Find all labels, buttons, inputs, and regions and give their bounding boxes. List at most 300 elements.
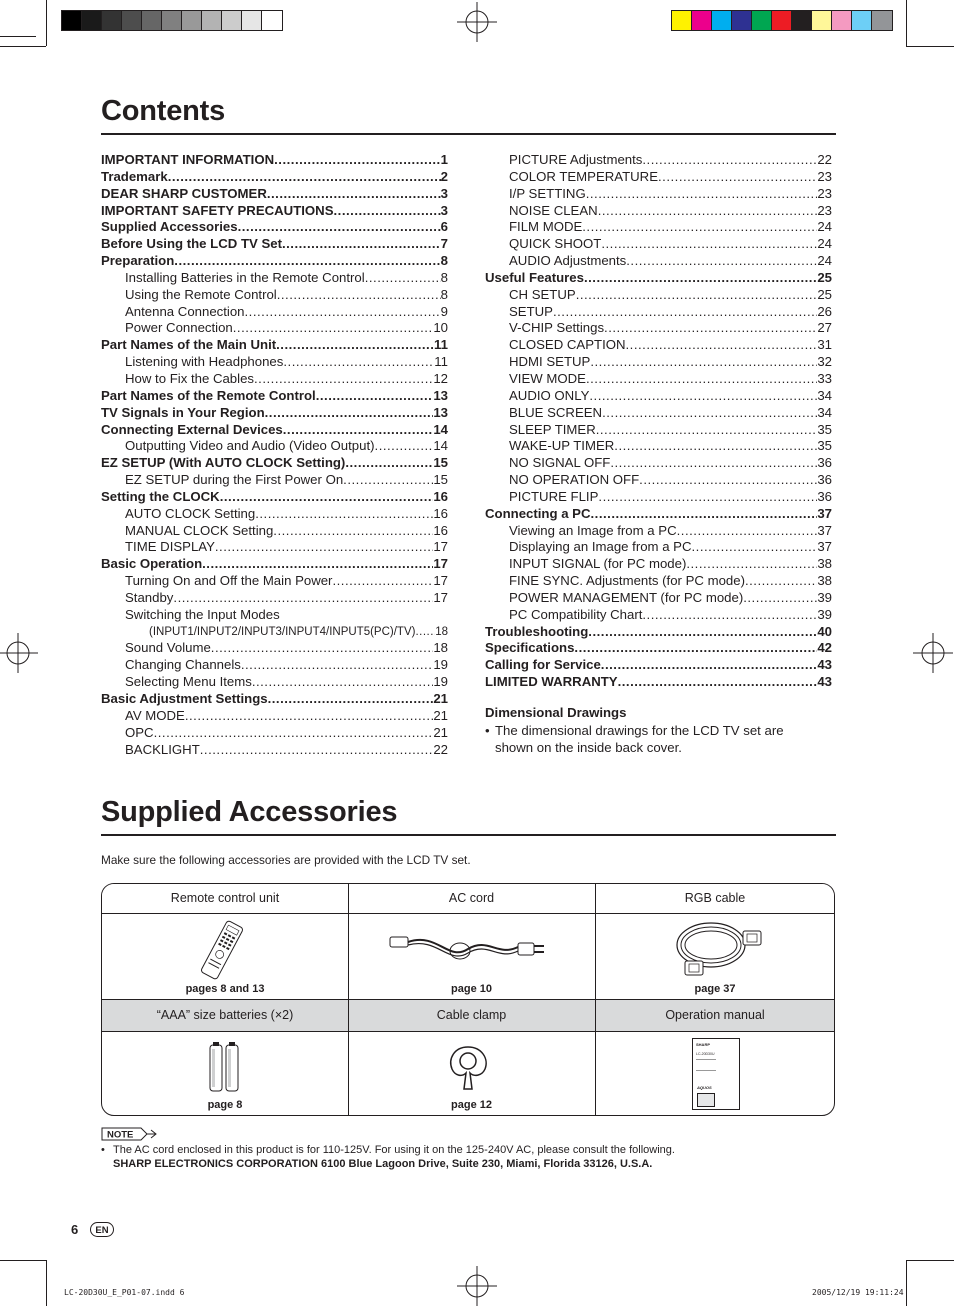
toc-entry-title: COLOR TEMPERATURE [509, 168, 658, 184]
gray-color-bar [61, 10, 283, 31]
toc-leader-dots [591, 506, 818, 523]
toc-section-entry [101, 388, 448, 405]
color-swatch [752, 11, 772, 30]
toc-leader-dots [614, 438, 817, 455]
toc-subsection-entry [101, 523, 448, 540]
toc-leader-dots [252, 674, 434, 691]
toc-leader-dots [277, 287, 441, 304]
toc-entry-page: 18 [435, 625, 448, 638]
color-swatch [202, 11, 222, 30]
toc-subsection-entry [485, 523, 832, 540]
toc-entry-title: AV MODE [125, 707, 185, 723]
toc-leader-dots [274, 152, 441, 169]
toc-subsection-entry [101, 270, 448, 287]
toc-subsection-entry [101, 304, 448, 321]
toc-entry-page: 23 [817, 168, 832, 184]
toc-entry-page: 23 [817, 202, 832, 218]
toc-leader-dots [677, 523, 818, 540]
toc-entry-page: 13 [433, 404, 448, 420]
toc-leader-dots [610, 455, 817, 472]
toc-section-entry [101, 152, 448, 169]
toc-entry-title: POWER MANAGEMENT (for PC mode) [509, 589, 744, 605]
toc-leader-dots [743, 590, 817, 607]
toc-leader-dots [601, 657, 818, 674]
toc-entry-title: Calling for Service [485, 657, 601, 673]
note-text [101, 1143, 675, 1171]
toc-entry-page: 26 [817, 303, 832, 319]
toc-section-entry [101, 556, 448, 573]
toc-entry-title: INPUT SIGNAL (for PC mode) [509, 556, 687, 572]
toc-entry-page: 15 [433, 455, 448, 471]
accessory-page-ref: page 8 [207, 1099, 243, 1111]
toc-entry-title: Viewing an Image from a PC [509, 522, 677, 538]
toc-subsection-entry [485, 186, 832, 203]
toc-section-entry [101, 691, 448, 708]
toc-entry-title: Switching the Input Modes [125, 606, 280, 622]
accessory-cell-cable-clamp [348, 1031, 595, 1115]
toc-subsection-entry [485, 489, 832, 506]
color-swatch [122, 11, 142, 30]
toc-entry-page: 22 [817, 152, 832, 167]
toc-entry-title: Part Names of the Remote Control [101, 387, 316, 403]
manual-logo: AQUOS [697, 1085, 712, 1090]
footer-file-name: LC-20D30U_E_P01-07.indd 6 [64, 1288, 185, 1297]
toc-subsection-entry [485, 472, 832, 489]
color-swatch [242, 11, 262, 30]
toc-subsection-entry [101, 438, 448, 455]
toc-leader-dots [639, 472, 817, 489]
toc-subsection-entry [485, 253, 832, 270]
remote-control-icon [196, 919, 248, 981]
toc-subsection-entry [101, 674, 448, 691]
dimensional-drawings-title: Dimensional Drawings [485, 705, 627, 720]
toc-entry-page: 18 [433, 640, 448, 656]
registration-mark-icon [457, 2, 497, 42]
toc-section-entry [485, 624, 832, 641]
page-number: 6 [71, 1222, 79, 1237]
toc-entry-page: 3 [440, 185, 448, 201]
contents-title: Contents [101, 95, 226, 127]
toc-subsection-entry [485, 354, 832, 371]
toc-entry-page: 16 [433, 505, 448, 521]
crop-mark [906, 0, 907, 46]
toc-leader-dots [618, 674, 818, 691]
color-swatch [692, 11, 712, 30]
toc-leader-dots [254, 371, 433, 388]
toc-entry-page: 35 [817, 421, 832, 437]
note-line-2: SHARP ELECTRONICS CORPORATION 6100 Blue Lagoon Drive, Suite 230, Miami, Florida 33126, U.S.A. [113, 1158, 653, 1170]
toc-leader-dots [238, 219, 441, 236]
toc-section-entry [485, 640, 832, 657]
color-swatch [222, 11, 242, 30]
toc-leader-dots [233, 320, 434, 337]
toc-entry-page: 37 [817, 539, 832, 555]
toc-entry-title: SETUP [509, 303, 553, 319]
toc-entry-page: 17 [433, 556, 448, 572]
note-label: NOTE [107, 1129, 134, 1141]
toc-leader-dots [553, 304, 817, 321]
toc-entry-title: AUDIO Adjustments [509, 253, 627, 269]
toc-leader-dots [245, 304, 441, 321]
toc-entry-page: 43 [817, 657, 832, 673]
toc-entry-title: NO OPERATION OFF [509, 472, 640, 488]
toc-entry-page: 38 [817, 573, 832, 589]
toc-subsection-entry [101, 506, 448, 523]
registration-mark-icon [457, 1266, 497, 1306]
toc-section-entry [101, 169, 448, 186]
toc-entry-page: 9 [440, 303, 448, 319]
toc-subsection-entry [485, 539, 832, 556]
toc-entry-title: Selecting Menu Items [125, 674, 252, 690]
toc-section-entry [101, 186, 448, 203]
toc-entry-title: NO SIGNAL OFF [509, 455, 611, 471]
crop-mark [0, 36, 36, 37]
process-color-bar [671, 10, 893, 31]
toc-leader-dots [576, 287, 818, 304]
toc-leader-dots [602, 405, 817, 422]
toc-entry-page: 34 [817, 387, 832, 403]
toc-leader-dots [173, 590, 433, 607]
toc-entry-page: 17 [433, 589, 448, 605]
toc-entry-page: 13 [433, 387, 448, 403]
table-divider [102, 1031, 835, 1032]
toc-entry-title: Turning On and Off the Main Power [125, 573, 333, 589]
color-swatch [792, 11, 812, 30]
toc-entry-page: 39 [817, 589, 832, 605]
toc-entry-page: 27 [817, 320, 832, 336]
toc-section-entry [485, 657, 832, 674]
toc-section-entry [101, 253, 448, 270]
toc-subsection-entry [101, 657, 448, 674]
toc-leader-dots [642, 152, 817, 169]
toc-subsection-entry [101, 640, 448, 657]
toc-entry-title: PC Compatibility Chart [509, 606, 643, 622]
manual-brand: SHARP [696, 1042, 711, 1047]
toc-entry-title: PICTURE FLIP [509, 488, 599, 504]
accessory-page-ref: pages 8 and 13 [185, 983, 265, 995]
color-swatch [142, 11, 162, 30]
toc-subsection-entry [485, 337, 832, 354]
toc-entry-title: FILM MODE [509, 219, 583, 235]
toc-leader-dots [174, 253, 440, 270]
toc-entry-page: 14 [433, 438, 448, 454]
cable-clamp-icon [442, 1041, 494, 1093]
toc-section-entry [101, 236, 448, 253]
color-swatch [262, 11, 282, 30]
toc-entry-title: Using the Remote Control [125, 286, 277, 302]
toc-leader-dots [582, 219, 817, 236]
toc-entry-title: (INPUT1/INPUT2/INPUT3/INPUT4/INPUT5(PC)/TV) [149, 625, 416, 638]
accessory-cell-operation-manual [595, 1031, 835, 1115]
toc-entry-page: 2 [440, 168, 448, 184]
toc-entry-page: 15 [433, 472, 448, 488]
toc-leader-dots [574, 640, 817, 657]
toc-right-column [485, 152, 832, 691]
toc-entry-page: 43 [817, 674, 832, 690]
toc-subsection-entry [101, 742, 448, 759]
toc-leader-dots [202, 556, 433, 573]
toc-subsection-entry [101, 539, 448, 556]
toc-leader-dots [334, 203, 441, 220]
toc-entry-page: 25 [817, 269, 832, 285]
toc-entry-title: V-CHIP Settings [509, 320, 605, 336]
table-divider [102, 999, 835, 1000]
toc-entry-page: 35 [817, 438, 832, 454]
toc-entry-title: DEAR SHARP CUSTOMER [101, 185, 267, 201]
toc-entry-page: 31 [817, 337, 832, 353]
toc-entry-page: 36 [817, 488, 832, 504]
toc-subsection-entry [485, 455, 832, 472]
toc-entry-title: NOISE CLEAN [509, 202, 598, 218]
toc-leader-dots [268, 691, 434, 708]
toc-subsection-entry [101, 590, 448, 607]
toc-section-entry [101, 489, 448, 506]
toc-entry-page: 24 [817, 236, 832, 252]
toc-entry-page: 38 [817, 556, 832, 572]
accessories-title: Supplied Accessories [101, 796, 398, 828]
toc-entry-page: 17 [433, 573, 448, 589]
color-swatch [162, 11, 182, 30]
toc-entry-page: 22 [433, 741, 448, 757]
toc-subsection-entry [485, 169, 832, 186]
toc-entry-title: Power Connection [125, 320, 233, 336]
toc-entry-title: EZ SETUP during the First Power On [125, 472, 344, 488]
toc-entry-page: 23 [817, 185, 832, 201]
toc-entry-title: Setting the CLOCK [101, 488, 220, 504]
accessory-page-ref: page 37 [694, 983, 736, 995]
toc-subsection-entry [485, 607, 832, 624]
toc-leader-dots [598, 203, 818, 220]
toc-leader-dots [211, 640, 434, 657]
registration-mark-icon [0, 633, 38, 673]
toc-leader-dots [745, 573, 817, 590]
crop-mark [46, 1260, 47, 1306]
footer-timestamp: 2005/12/19 19:11:24 [812, 1288, 904, 1297]
toc-subsection-entry [101, 371, 448, 388]
color-swatch [732, 11, 752, 30]
toc-subsection-entry [485, 219, 832, 236]
toc-entry-page: 16 [433, 488, 448, 504]
toc-entry-title: Basic Adjustment Settings [101, 691, 268, 706]
toc-entry-page: 12 [433, 370, 448, 386]
toc-subsection-entry [485, 590, 832, 607]
accessory-cell-remote [102, 913, 348, 999]
toc-leader-dots [589, 388, 817, 405]
toc-leader-dots [626, 253, 817, 270]
toc-leader-dots [686, 556, 817, 573]
accessory-header-cable-clamp: Cable clamp [348, 999, 595, 1031]
color-swatch [102, 11, 122, 30]
toc-leader-dots [200, 742, 434, 759]
crop-mark [0, 1260, 46, 1261]
toc-entry-page: 37 [817, 522, 832, 538]
toc-entry-title: Connecting External Devices [101, 421, 283, 437]
accessories-table [101, 883, 835, 1116]
toc-entry-title: Antenna Connection [125, 303, 245, 319]
toc-entry-title: CLOSED CAPTION [509, 337, 626, 353]
toc-section-entry [101, 455, 448, 472]
ac-cord-icon [388, 927, 553, 969]
toc-leader-dots [283, 422, 434, 439]
toc-entry-title: EZ SETUP (With AUTO CLOCK Setting) [101, 455, 346, 471]
toc-subsection-entry [485, 556, 832, 573]
toc-subsection-entry [485, 236, 832, 253]
toc-entry-page: 10 [433, 320, 448, 336]
dimensional-drawings-note [485, 722, 825, 756]
table-divider [348, 884, 349, 1116]
toc-entry-title: Preparation [101, 253, 175, 269]
toc-entry-title: PICTURE Adjustments [509, 152, 643, 167]
color-swatch [182, 11, 202, 30]
toc-entry-title: TV Signals in Your Region [101, 404, 265, 420]
contents-title-rule [101, 133, 836, 135]
accessories-intro: Make sure the following accessories are provided with the LCD TV set. [101, 853, 471, 867]
toc-subsection-entry [485, 573, 832, 590]
toc-leader-dots [316, 388, 434, 405]
accessories-title-rule [101, 834, 836, 836]
toc-entry-title: How to Fix the Cables [125, 370, 254, 386]
toc-section-entry [101, 405, 448, 422]
toc-entry-title: Supplied Accessories [101, 219, 238, 235]
toc-subsection-entry [101, 708, 448, 725]
table-divider [595, 884, 596, 1116]
bullet-icon: • [485, 723, 490, 738]
toc-entry-page: 16 [433, 522, 448, 538]
toc-entry-page: 8 [440, 286, 448, 302]
toc-entry-title: Outputting Video and Audio (Video Output) [125, 438, 375, 454]
operation-manual-icon [692, 1038, 740, 1110]
toc-leader-dots [692, 539, 818, 556]
toc-entry-page: 37 [817, 505, 832, 521]
toc-subsection-entry [485, 320, 832, 337]
toc-subsection-entry [101, 472, 448, 489]
accessory-header-batteries: “AAA” size batteries (×2) [102, 999, 348, 1031]
color-swatch [62, 11, 82, 30]
toc-entry-page: 21 [433, 724, 448, 740]
toc-entry-title: CH SETUP [509, 286, 576, 302]
toc-entry-page: 11 [434, 354, 448, 370]
toc-entry-title: TIME DISPLAY [125, 539, 215, 555]
toc-subsection-entry [485, 422, 832, 439]
toc-entry-page: 32 [817, 354, 832, 370]
toc-entry-title: IMPORTANT INFORMATION [101, 152, 275, 167]
toc-leader-dots [168, 169, 441, 186]
toc-entry-page: 1 [440, 152, 448, 167]
toc-entry-page: 36 [817, 472, 832, 488]
toc-subsection-entry [485, 152, 832, 169]
toc-entry-page: 33 [817, 370, 832, 386]
toc-entry-page: 19 [433, 657, 448, 673]
crop-mark [906, 1260, 954, 1261]
toc-entry-title: FINE SYNC. Adjustments (for PC mode) [509, 573, 745, 589]
toc-entry-title: Listening with Headphones [125, 354, 284, 370]
registration-mark-icon [913, 633, 953, 673]
toc-entry-title: Specifications [485, 640, 575, 656]
table-divider [102, 913, 835, 914]
accessory-cell-batteries [102, 1031, 348, 1115]
toc-entry-page: 8 [440, 253, 448, 269]
toc-entry-title: Before Using the LCD TV Set [101, 236, 282, 252]
toc-subsection-entry [485, 438, 832, 455]
toc-entry-page: 24 [817, 219, 832, 235]
toc-leader-dots [267, 186, 441, 203]
toc-leader-dots [265, 405, 434, 422]
accessory-header-remote: Remote control unit [102, 884, 348, 913]
toc-leader-dots [365, 270, 441, 287]
toc-entry-page: 21 [433, 691, 448, 706]
toc-section-entry [485, 674, 832, 691]
toc-entry-title: BLUE SCREEN [509, 404, 603, 420]
toc-leader-dots [220, 489, 434, 506]
toc-entry-title: Standby [125, 589, 174, 605]
toc-entry-title: QUICK SHOOT [509, 236, 602, 252]
toc-entry-page: 8 [440, 269, 448, 285]
toc-subsection-entry [485, 304, 832, 321]
toc-subsection-entry [485, 203, 832, 220]
toc-leader-dots [601, 236, 817, 253]
toc-leader-dots [658, 169, 817, 186]
toc-leader-dots [345, 455, 433, 472]
accessory-header-rgb-cable: RGB cable [595, 884, 835, 913]
toc-entry-title: Part Names of the Main Unit [101, 337, 277, 353]
toc-entry-title: SLEEP TIMER [509, 421, 596, 437]
dimensional-drawings-text: The dimensional drawings for the LCD TV set are shown on the inside back cover. [495, 723, 784, 755]
toc-leader-dots [255, 506, 433, 523]
toc-entry-title: AUTO CLOCK Setting [125, 505, 256, 521]
accessory-cell-ac-cord [348, 913, 595, 999]
note-badge [101, 1127, 157, 1141]
toc-leader-dots [215, 539, 433, 556]
toc-section-entry [485, 506, 832, 523]
toc-leader-dots [604, 320, 817, 337]
toc-entry-title: Connecting a PC [485, 505, 591, 521]
toc-leader-dots [280, 607, 448, 624]
accessory-cell-rgb-cable [595, 913, 835, 999]
toc-leader-dots [596, 422, 818, 439]
toc-entry-page: 6 [440, 219, 448, 235]
toc-leader-dots [584, 270, 817, 287]
accessory-page-ref: page 12 [451, 1099, 492, 1111]
toc-subsection-entry [485, 371, 832, 388]
toc-entry-title: Trademark [101, 168, 168, 184]
toc-entry-page: 7 [440, 236, 448, 252]
toc-section-entry [101, 337, 448, 354]
toc-entry-title: VIEW MODE [509, 370, 586, 386]
toc-entry-title: Displaying an Image from a PC [509, 539, 692, 555]
toc-leader-dots [586, 371, 817, 388]
toc-left-column [101, 152, 448, 758]
toc-leader-dots [185, 708, 433, 725]
toc-entry-page: 21 [433, 707, 448, 723]
toc-entry-page: 34 [817, 404, 832, 420]
toc-leader-dots [273, 523, 433, 540]
toc-leader-dots [626, 337, 818, 354]
color-swatch [812, 11, 832, 30]
toc-entry-title: HDMI SETUP [509, 354, 591, 370]
toc-section-entry [101, 422, 448, 439]
toc-subsection-entry [101, 624, 448, 641]
toc-leader-dots [415, 624, 435, 641]
toc-subsection-entry [101, 320, 448, 337]
toc-entry-title: I/P SETTING [509, 185, 586, 201]
color-swatch [852, 11, 872, 30]
toc-subsection-entry [101, 287, 448, 304]
toc-subsection-entry [485, 287, 832, 304]
toc-entry-title: Troubleshooting [485, 623, 589, 639]
toc-entry-title: AUDIO ONLY [509, 387, 590, 403]
accessory-header-ac-cord: AC cord [348, 884, 595, 913]
toc-entry-page: 40 [817, 623, 832, 639]
